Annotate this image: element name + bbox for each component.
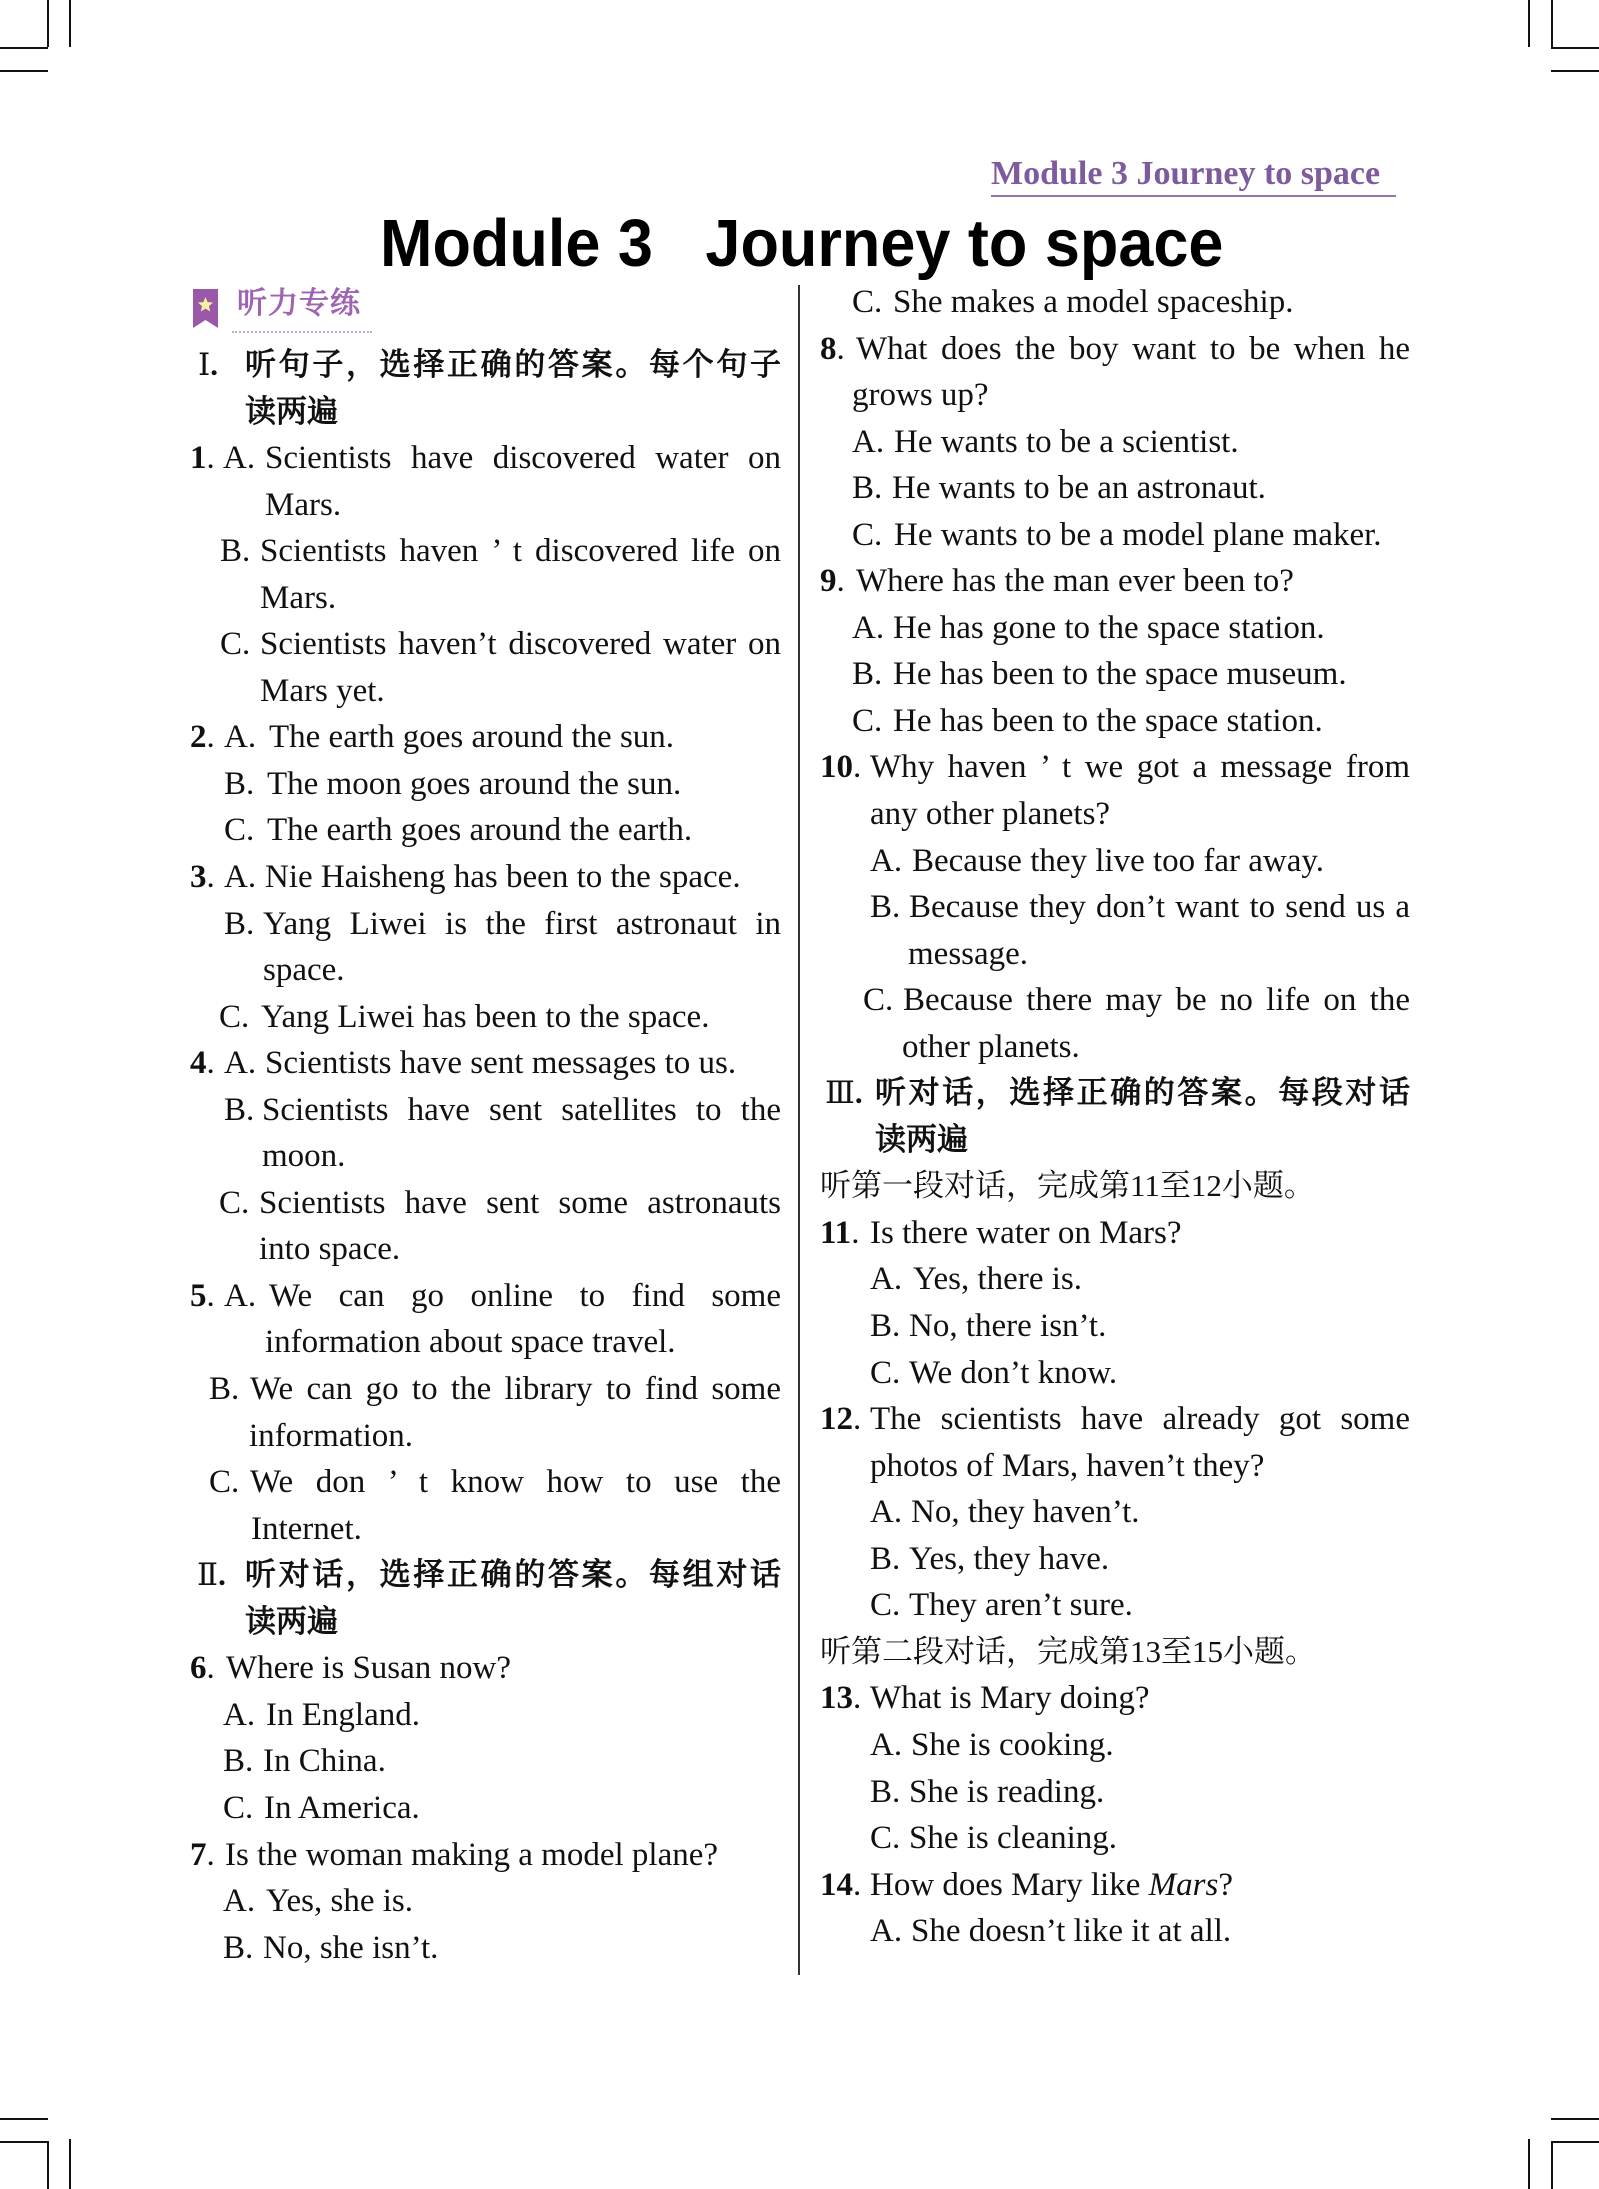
option-line [820, 1024, 1410, 1071]
option-line [190, 575, 781, 622]
option-text: Mars yet. [260, 672, 385, 709]
option-label: B. [852, 470, 883, 507]
option-line [190, 1133, 781, 1180]
option-text: other planets. [902, 1028, 1080, 1065]
sub-instruction [820, 1163, 1410, 1210]
question-stem: grows up? [852, 377, 989, 414]
part-instruction: 听对话，选择正确的答案。每段对话 [875, 1075, 1410, 1112]
option-label: C. [870, 1587, 901, 1624]
option-text: Because there may be no life on the [903, 982, 1410, 1019]
option-label: C. [209, 1464, 240, 1501]
crop-mark [0, 70, 48, 72]
option-text: Internet. [251, 1510, 362, 1547]
option-line [820, 1489, 1410, 1536]
option-text: She is reading. [909, 1773, 1105, 1810]
option-label: A. [223, 440, 256, 477]
option-line [820, 838, 1410, 885]
question-stem: Is the woman making a model plane? [225, 1836, 719, 1873]
question-line-continued [820, 791, 1410, 838]
crop-mark [1551, 70, 1599, 72]
option-line [190, 1319, 781, 1366]
option-label: B. [870, 1308, 901, 1345]
sub-instruction [820, 1629, 1410, 1676]
option-text: Yes, she is. [266, 1883, 414, 1920]
question-number: 12 . [820, 1396, 861, 1443]
option-text: Scientists have sent messages to us. [265, 1045, 737, 1082]
option-line [190, 668, 781, 715]
page-title: Module 3 Journey to space [380, 206, 1224, 281]
question-line [820, 1862, 1410, 1909]
option-label: A. [224, 719, 257, 756]
option-label: C. [852, 702, 883, 739]
option-line [190, 621, 781, 668]
option-label: A. [870, 1494, 903, 1531]
option-text: Mars. [260, 579, 337, 616]
question-line [820, 558, 1410, 605]
question-number: 2 . [190, 714, 215, 761]
crop-mark [0, 2118, 48, 2120]
option-text: We don’t know. [909, 1354, 1118, 1391]
question-number: 10 . [820, 744, 861, 791]
question-stem-italic: Mars [1148, 1866, 1219, 1903]
option-line [820, 884, 1410, 931]
option-line [190, 482, 781, 529]
option-line [190, 528, 781, 575]
option-line [820, 465, 1410, 512]
crop-mark [1528, 0, 1530, 47]
question-number: 5 . [190, 1273, 215, 1320]
part-heading [820, 1070, 1410, 1117]
left-column [190, 342, 781, 1971]
option-label: A. [870, 1726, 903, 1763]
option-line [820, 1350, 1410, 1397]
option-line [820, 1769, 1410, 1816]
question-line [190, 1832, 781, 1879]
option-text: She is cleaning. [909, 1820, 1118, 1857]
question-line [190, 1645, 781, 1692]
running-header: Module 3 Journey to space [991, 155, 1381, 192]
option-line [190, 994, 781, 1041]
option-line [820, 279, 1410, 326]
option-line [820, 651, 1410, 698]
option-text: The earth goes around the earth. [267, 812, 693, 849]
question-stem: The scientists have already got some [870, 1401, 1410, 1438]
option-label: B. [209, 1371, 240, 1408]
section-title-dotted-rule [232, 331, 372, 333]
option-label: B. [223, 1929, 254, 1966]
option-text: We can go online to find some [269, 1277, 781, 1314]
option-text: Scientists have sent some astronauts [259, 1184, 781, 1221]
option-text: Yes, there is. [913, 1261, 1082, 1298]
option-text: He wants to be a model plane maker. [894, 516, 1382, 553]
part-numeral: Ⅰ . [198, 342, 218, 389]
option-line [190, 761, 781, 808]
option-text: In China. [263, 1743, 386, 1780]
crop-mark [1551, 2118, 1599, 2120]
option-line [820, 1256, 1410, 1303]
option-text: moon. [262, 1138, 346, 1175]
crop-mark [47, 0, 49, 47]
option-label: A. [870, 842, 903, 879]
crop-mark [1551, 2141, 1553, 2189]
option-text: The earth goes around the sun. [269, 719, 675, 756]
part-instruction: 读两遍 [875, 1121, 968, 1158]
option-line [820, 931, 1410, 978]
option-text: We can go to the library to find some [250, 1371, 781, 1408]
option-label: C. [863, 982, 894, 1019]
option-label: B. [870, 1773, 901, 1810]
option-text: In England. [266, 1696, 420, 1733]
question-stem: What is Mary doing? [870, 1680, 1150, 1717]
question-line [190, 1040, 781, 1087]
option-label: B. [223, 1743, 254, 1780]
option-label: B. [220, 533, 251, 570]
crop-mark [0, 2141, 48, 2143]
question-stem: Where has the man ever been to? [856, 563, 1294, 600]
crop-mark [69, 2139, 71, 2189]
crop-mark [0, 47, 48, 49]
question-line [190, 1273, 781, 1320]
option-line [190, 901, 781, 948]
part-instruction: 听对话，选择正确的答案。每组对话 [245, 1557, 781, 1594]
option-line [190, 1506, 781, 1553]
option-line [190, 1738, 781, 1785]
option-label: B. [852, 656, 883, 693]
option-label: C. [852, 516, 883, 553]
option-text: Because they don’t want to send us a [909, 889, 1410, 926]
question-number: 13 . [820, 1675, 861, 1722]
question-line [820, 1210, 1410, 1257]
question-line [190, 435, 781, 482]
question-stem: Is there water on Mars? [870, 1214, 1182, 1251]
option-text: She doesn’t like it at all. [911, 1913, 1232, 1950]
question-line [190, 854, 781, 901]
option-label: C. [219, 1184, 250, 1221]
option-line [190, 1785, 781, 1832]
option-label: B. [224, 765, 255, 802]
option-text: Yang Liwei is the first astronaut in [263, 905, 781, 942]
option-text: He wants to be an astronaut. [892, 470, 1266, 507]
crop-mark [1551, 47, 1599, 49]
option-text: No, they haven’t. [911, 1494, 1140, 1531]
option-line [190, 1878, 781, 1925]
part-heading [190, 1552, 781, 1599]
option-line [820, 1722, 1410, 1769]
option-text: Yes, they have. [909, 1540, 1110, 1577]
option-line [190, 1180, 781, 1227]
question-line [820, 326, 1410, 373]
option-text: In America. [264, 1789, 420, 1826]
option-text: Nie Haisheng has been to the space. [265, 859, 741, 896]
question-stem: What does the boy want to be when he [856, 330, 1410, 367]
question-number: 11 . [820, 1210, 859, 1257]
option-line [820, 605, 1410, 652]
option-label: C. [224, 812, 255, 849]
option-line [820, 1303, 1410, 1350]
question-stem: Where is Susan now? [226, 1650, 512, 1687]
question-stem-text: How does Mary like [870, 1866, 1149, 1903]
option-label: A. [224, 1277, 257, 1314]
option-text: Scientists haven ’ t discovered life on [260, 533, 781, 570]
question-line [190, 714, 781, 761]
option-label: A. [870, 1261, 903, 1298]
option-label: B. [224, 1091, 255, 1128]
option-text: Scientists haven’t discovered water on [260, 626, 781, 663]
option-text: space. [263, 952, 345, 989]
option-text: information. [249, 1417, 414, 1454]
question-stem [870, 1862, 1233, 1909]
option-text: Scientists have discovered water on [265, 440, 781, 477]
bookmark-star-icon [193, 289, 218, 328]
option-text: He has been to the space museum. [893, 656, 1347, 693]
option-label: B. [870, 889, 901, 926]
part-instruction: 听句子，选择正确的答案。每个句子 [245, 347, 781, 383]
part-heading [190, 342, 781, 389]
option-label: B. [224, 905, 255, 942]
option-label: A. [223, 1883, 256, 1920]
part-instruction: 读两遍 [245, 393, 338, 430]
option-text: No, there isn’t. [909, 1308, 1107, 1345]
question-number: 7 . [190, 1832, 215, 1879]
option-label: C. [870, 1354, 901, 1391]
question-number: 1 . [190, 435, 215, 482]
option-line [190, 1087, 781, 1134]
option-line [820, 512, 1410, 559]
option-line [820, 1536, 1410, 1583]
option-text: Because they live too far away. [912, 842, 1325, 879]
crop-mark [1528, 2139, 1530, 2189]
question-stem-end: ? [1218, 1866, 1233, 1903]
right-column [820, 279, 1410, 1955]
sub-instruction-text: 听第二段对话，完成第13至15小题。 [820, 1633, 1316, 1669]
crop-mark [69, 0, 71, 47]
option-line [820, 1815, 1410, 1862]
question-line [820, 744, 1410, 791]
option-line [190, 1925, 781, 1972]
question-number: 9 . [820, 558, 845, 605]
option-line [820, 977, 1410, 1024]
option-text: message. [908, 935, 1029, 972]
question-line-continued [820, 1443, 1410, 1490]
question-stem: Why haven ’ t we got a message from [870, 749, 1410, 786]
question-line-continued [820, 372, 1410, 419]
question-number: 14 . [820, 1862, 861, 1909]
option-text: Scientists have sent satellites to the [262, 1091, 781, 1128]
option-text: Mars. [265, 486, 342, 523]
part-heading-continued [190, 389, 781, 436]
question-number: 4 . [190, 1040, 215, 1087]
option-line [190, 1413, 781, 1460]
option-line [190, 1226, 781, 1273]
option-line [190, 807, 781, 854]
question-stem: any other planets? [870, 796, 1111, 833]
part-numeral: Ⅱ . [197, 1552, 226, 1599]
option-text: He has gone to the space station. [893, 609, 1325, 646]
option-text: She makes a model spaceship. [893, 284, 1294, 320]
option-line [820, 419, 1410, 466]
option-label: C. [870, 1820, 901, 1857]
option-line [190, 1459, 781, 1506]
option-text: We don ’ t know how to use the [250, 1464, 781, 1501]
option-text: into space. [259, 1231, 401, 1268]
question-number: 3 . [190, 854, 215, 901]
option-line [190, 947, 781, 994]
option-label: C. [223, 1789, 254, 1826]
option-line [190, 1692, 781, 1739]
option-text: Yang Liwei has been to the space. [261, 998, 710, 1035]
option-text: information about space travel. [265, 1324, 676, 1361]
option-label: A. [224, 1045, 257, 1082]
part-heading-continued [190, 1599, 781, 1646]
question-line [820, 1675, 1410, 1722]
option-text: He has been to the space station. [893, 702, 1323, 739]
question-stem: photos of Mars, haven’t they? [870, 1447, 1265, 1484]
option-text: They aren’t sure. [909, 1587, 1133, 1624]
part-instruction: 读两遍 [245, 1603, 338, 1640]
crop-mark [1551, 2141, 1599, 2143]
question-number: 8 . [820, 326, 845, 373]
option-text: No, she isn’t. [263, 1929, 439, 1966]
option-label: A. [223, 1696, 256, 1733]
option-label: A. [870, 1913, 903, 1950]
question-line [820, 1396, 1410, 1443]
option-line [820, 1582, 1410, 1629]
crop-mark [1551, 0, 1553, 47]
option-text: He wants to be a scientist. [894, 423, 1239, 460]
option-label: B. [870, 1540, 901, 1577]
part-heading-continued [820, 1117, 1410, 1164]
option-text: She is cooking. [911, 1726, 1114, 1763]
option-label: A. [852, 609, 885, 646]
option-label: A. [852, 423, 885, 460]
running-header-rule [991, 195, 1396, 197]
option-line [820, 1908, 1410, 1955]
part-numeral: Ⅲ . [825, 1070, 863, 1117]
option-text: The moon goes around the sun. [267, 765, 682, 802]
option-line [190, 1366, 781, 1413]
option-label: C. [852, 284, 883, 320]
sub-instruction-text: 听第一段对话，完成第11至12小题。 [820, 1168, 1315, 1204]
option-label: A. [224, 859, 257, 896]
option-label: C. [219, 998, 250, 1035]
question-number: 6 . [190, 1645, 215, 1692]
section-title: 听力专练 [237, 286, 361, 321]
crop-mark [47, 2141, 49, 2189]
option-label: C. [220, 626, 251, 663]
option-line [820, 698, 1410, 745]
column-divider [798, 285, 800, 1975]
